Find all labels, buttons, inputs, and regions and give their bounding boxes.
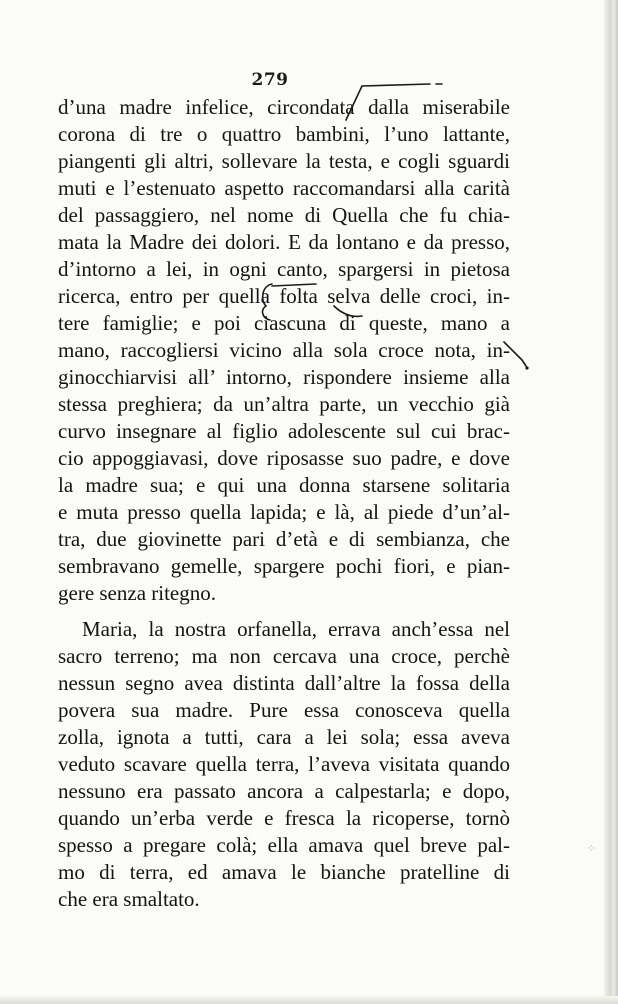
text-line: povera sua madre. Pure essa conosceva quella [58,698,510,722]
text-line: tere famiglie; e poi ciascuna di queste, mano a [58,311,510,335]
margin-smudge: ⁘ [586,842,596,855]
text-line: mano, raccogliersi vicino alla sola croce nota, in- [58,338,510,362]
text-line: spesso a pregare colà; ella amava quel breve pal- [58,833,510,857]
page-number: 279 [251,70,289,90]
text-line: gere senza ritegno. [58,581,217,605]
text-line: d’intorno a lei, in ogni canto, spargersi in pietosa [58,257,510,281]
page-edge-shadow [604,0,618,1004]
text-line: piangenti gli altri, sollevare la testa, e cogli sguardi [58,149,510,173]
text-line: sembravano gemelle, spargere pochi fiori, e pian- [58,554,510,578]
text-line: del passaggiero, nel nome di Quella che fu chia- [58,203,510,227]
paragraph-2 [58,616,510,913]
text-line: nessun segno avea distinta dall’altre la fossa della [58,671,510,695]
text-line: curvo insegnare al figlio adolescente sul cui brac- [58,419,510,443]
text-line: ginocchiarvisi all’ intorno, rispondere insieme alla [58,365,510,389]
text-line: muti e l’estenuato aspetto raccomandarsi alla carità [58,176,510,200]
text-line: corona di tre o quattro bambini, l’uno lattante, [58,122,510,146]
text-line: nessuno era passato ancora a calpestarla; e dopo, [58,779,510,803]
text-line: ricerca, entro per quella folta selva delle croci, in- [58,284,510,308]
paragraph-1 [58,94,510,607]
text-line: stessa preghiera; da un’altra parte, un vecchio già [58,392,510,416]
text-line: e muta presso quella lapida; e là, al piede d’un’al- [58,500,510,524]
text-line: mata la Madre dei dolori. E da lontano e da presso, [58,230,510,254]
text-line: d’una madre infelice, circondata dalla miserabile [58,95,510,119]
text-line: Maria, la nostra orfanella, errava anch’essa nel [82,617,510,641]
page-bottom-edge [0,996,618,1004]
paragraph-gap [58,607,510,616]
text-line: tra, due giovinette pari d’età e di sembianza, che [58,527,510,551]
text-line: la madre sua; e qui una donna starsene solitaria [58,473,510,497]
text-line: zolla, ignota a tutti, cara a lei sola; essa aveva [58,725,510,749]
text-line: sacro terreno; ma non cercava una croce, perchè [58,644,510,668]
text-line: veduto scavare quella terra, l’aveva visitata quando [58,752,510,776]
text-line: quando un’erba verde e fresca la ricoperse, tornò [58,806,510,830]
body-text [58,94,510,913]
text-line: che era smaltato. [58,887,200,911]
text-line: cio appoggiavasi, dove riposasse suo padre, e dove [58,446,510,470]
text-line: mo di terra, ed amava le bianche pratelline di [58,860,510,884]
